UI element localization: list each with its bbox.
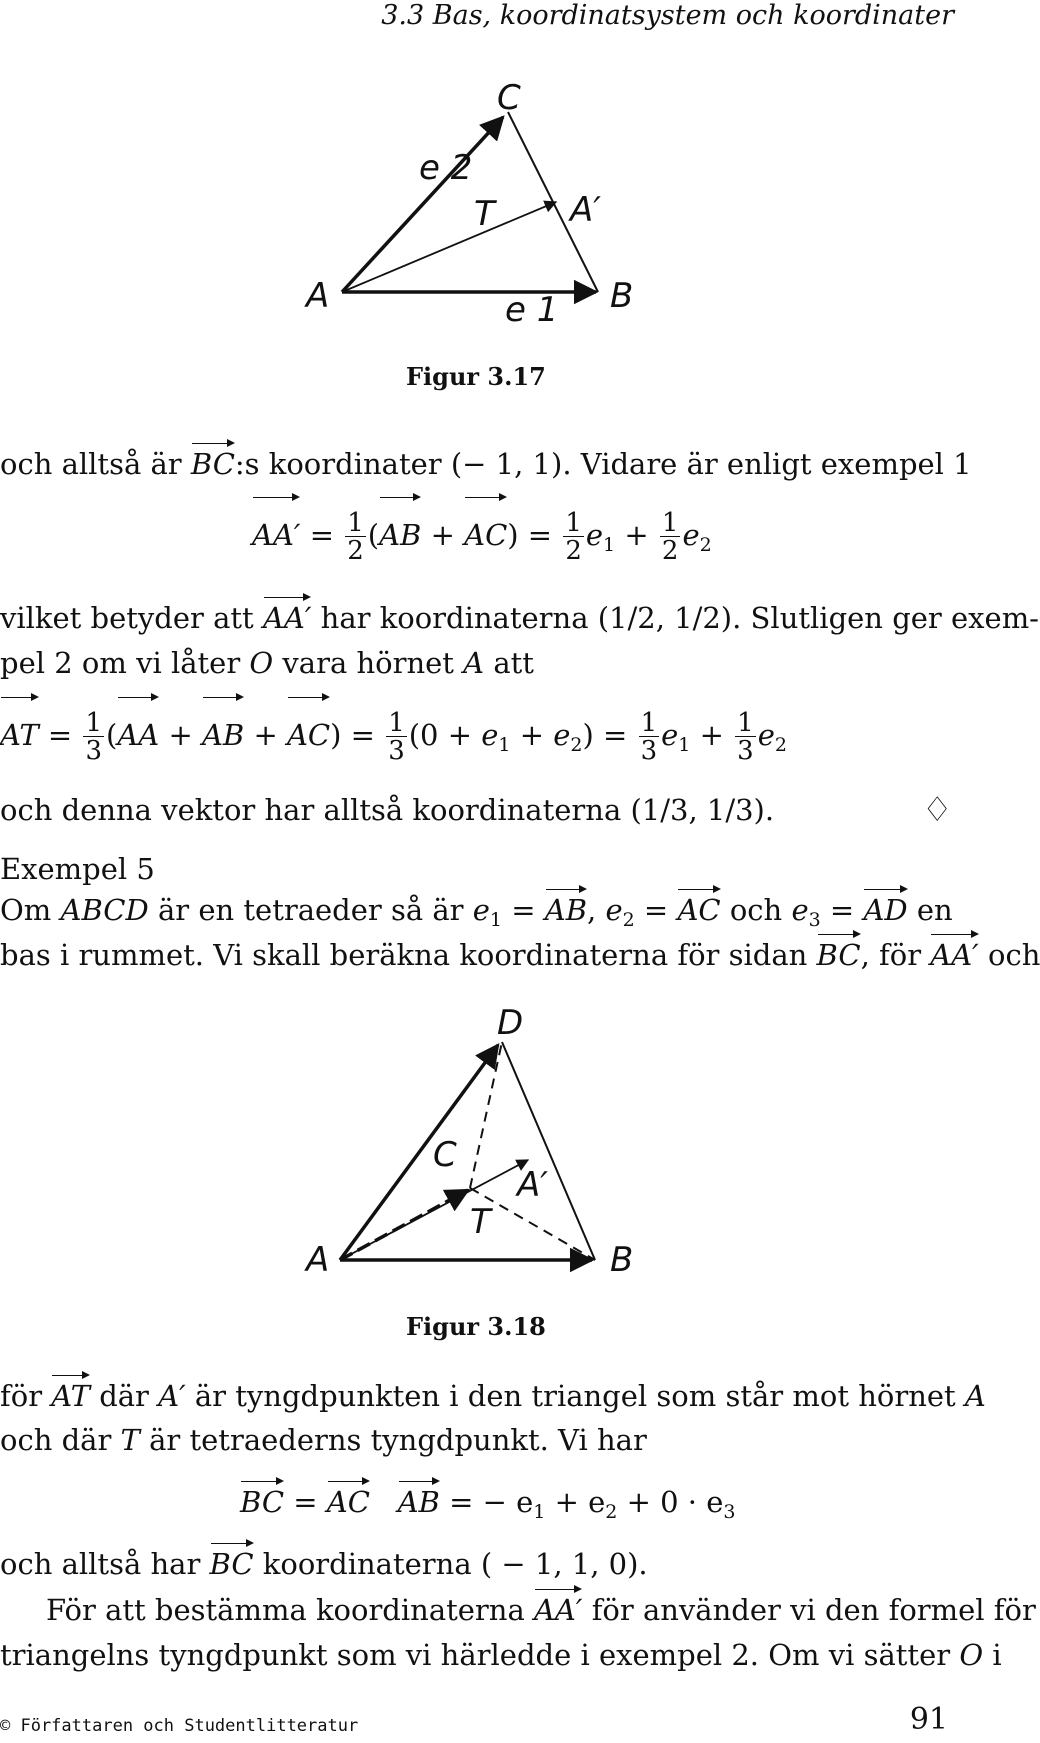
figure-caption: Figur 3.18	[406, 1312, 546, 1341]
example-heading: Exempel 5	[0, 852, 155, 886]
text-line: vilket betyder att AA′ har koordinaterna (1/2, 1/2). Slutligen ger exem-	[0, 601, 1039, 635]
text-line: För att bestämma koordinaterna AA′ för använder vi den formel för	[46, 1593, 1036, 1627]
label-t: T	[474, 194, 495, 234]
label-c: C	[433, 1135, 457, 1175]
label-a: A	[306, 1240, 330, 1280]
text-line: och alltså har BC koordinaterna ( − 1, 1, 0).	[0, 1547, 648, 1581]
label-aprime: A′	[570, 190, 601, 230]
text-line: för AT där A′ är tyngdpunkten i den triangel som står mot hörnet A	[0, 1379, 986, 1413]
copyright-footer: © Författaren och Studentlitteratur	[0, 1716, 359, 1736]
label-b: B	[610, 1240, 634, 1280]
label-aprime: A′	[517, 1165, 548, 1205]
figure-3-18	[0, 1030, 960, 1280]
text-line: Om ABCD är en tetraeder så är $e_1$ = AB, $e_2$ = AC och $e_3$ = AD en	[0, 893, 953, 931]
figure-caption: Figur 3.17	[406, 362, 546, 391]
text-line: och där T är tetraederns tyngdpunkt. Vi har	[0, 1423, 647, 1457]
equation: AT = $\frac{1}{3}$ (AA + AB + AC) = $\frac{1}{3}$ $(0 + e_1 + e_2)$ = $\frac{1}{3}$ $e_1$ + $\frac{1}{3}$ $e_2$	[0, 700, 787, 780]
label-t: T	[470, 1202, 491, 1242]
text-line: pel 2 om vi låter O vara hörnet A att	[0, 646, 534, 680]
label-c: C	[497, 78, 521, 118]
text-line: bas i rummet. Vi skall beräkna koordinaterna för sidan BC, för AA′ och	[0, 938, 1040, 972]
end-of-example-mark: ♢	[922, 790, 953, 830]
label-e2: e 2	[419, 148, 473, 188]
text-line: och alltså är BC:s koordinater (− 1, 1). Vidare är enligt exempel 1	[0, 447, 972, 481]
vector-at	[342, 202, 556, 292]
edge-db	[502, 1042, 595, 1260]
text-line: triangelns tyngdpunkt som vi härledde i exempel 2. Om vi sätter O i	[0, 1638, 1002, 1672]
label-a: A	[306, 276, 330, 316]
label-b: B	[610, 276, 634, 316]
text-line: och denna vektor har alltså koordinaterna (1/3, 1/3).	[0, 793, 775, 827]
running-header: 3.3 Bas, koordinatsystem och koordinater	[381, 0, 954, 31]
label-d: D	[497, 1003, 524, 1043]
equation: AA′ = $\frac{1}{2}$ (AB + AC) = $\frac{1}{2}$ $e_1$ + $\frac{1}{2}$ $e_2$	[252, 500, 712, 580]
equation: BC = AC AB = − $e_1 + e_2 + 0 \cdot e_3$	[240, 1485, 736, 1523]
vector-at	[340, 1160, 528, 1260]
page-number: 91	[909, 1702, 948, 1737]
label-e1: e 1	[505, 290, 559, 330]
